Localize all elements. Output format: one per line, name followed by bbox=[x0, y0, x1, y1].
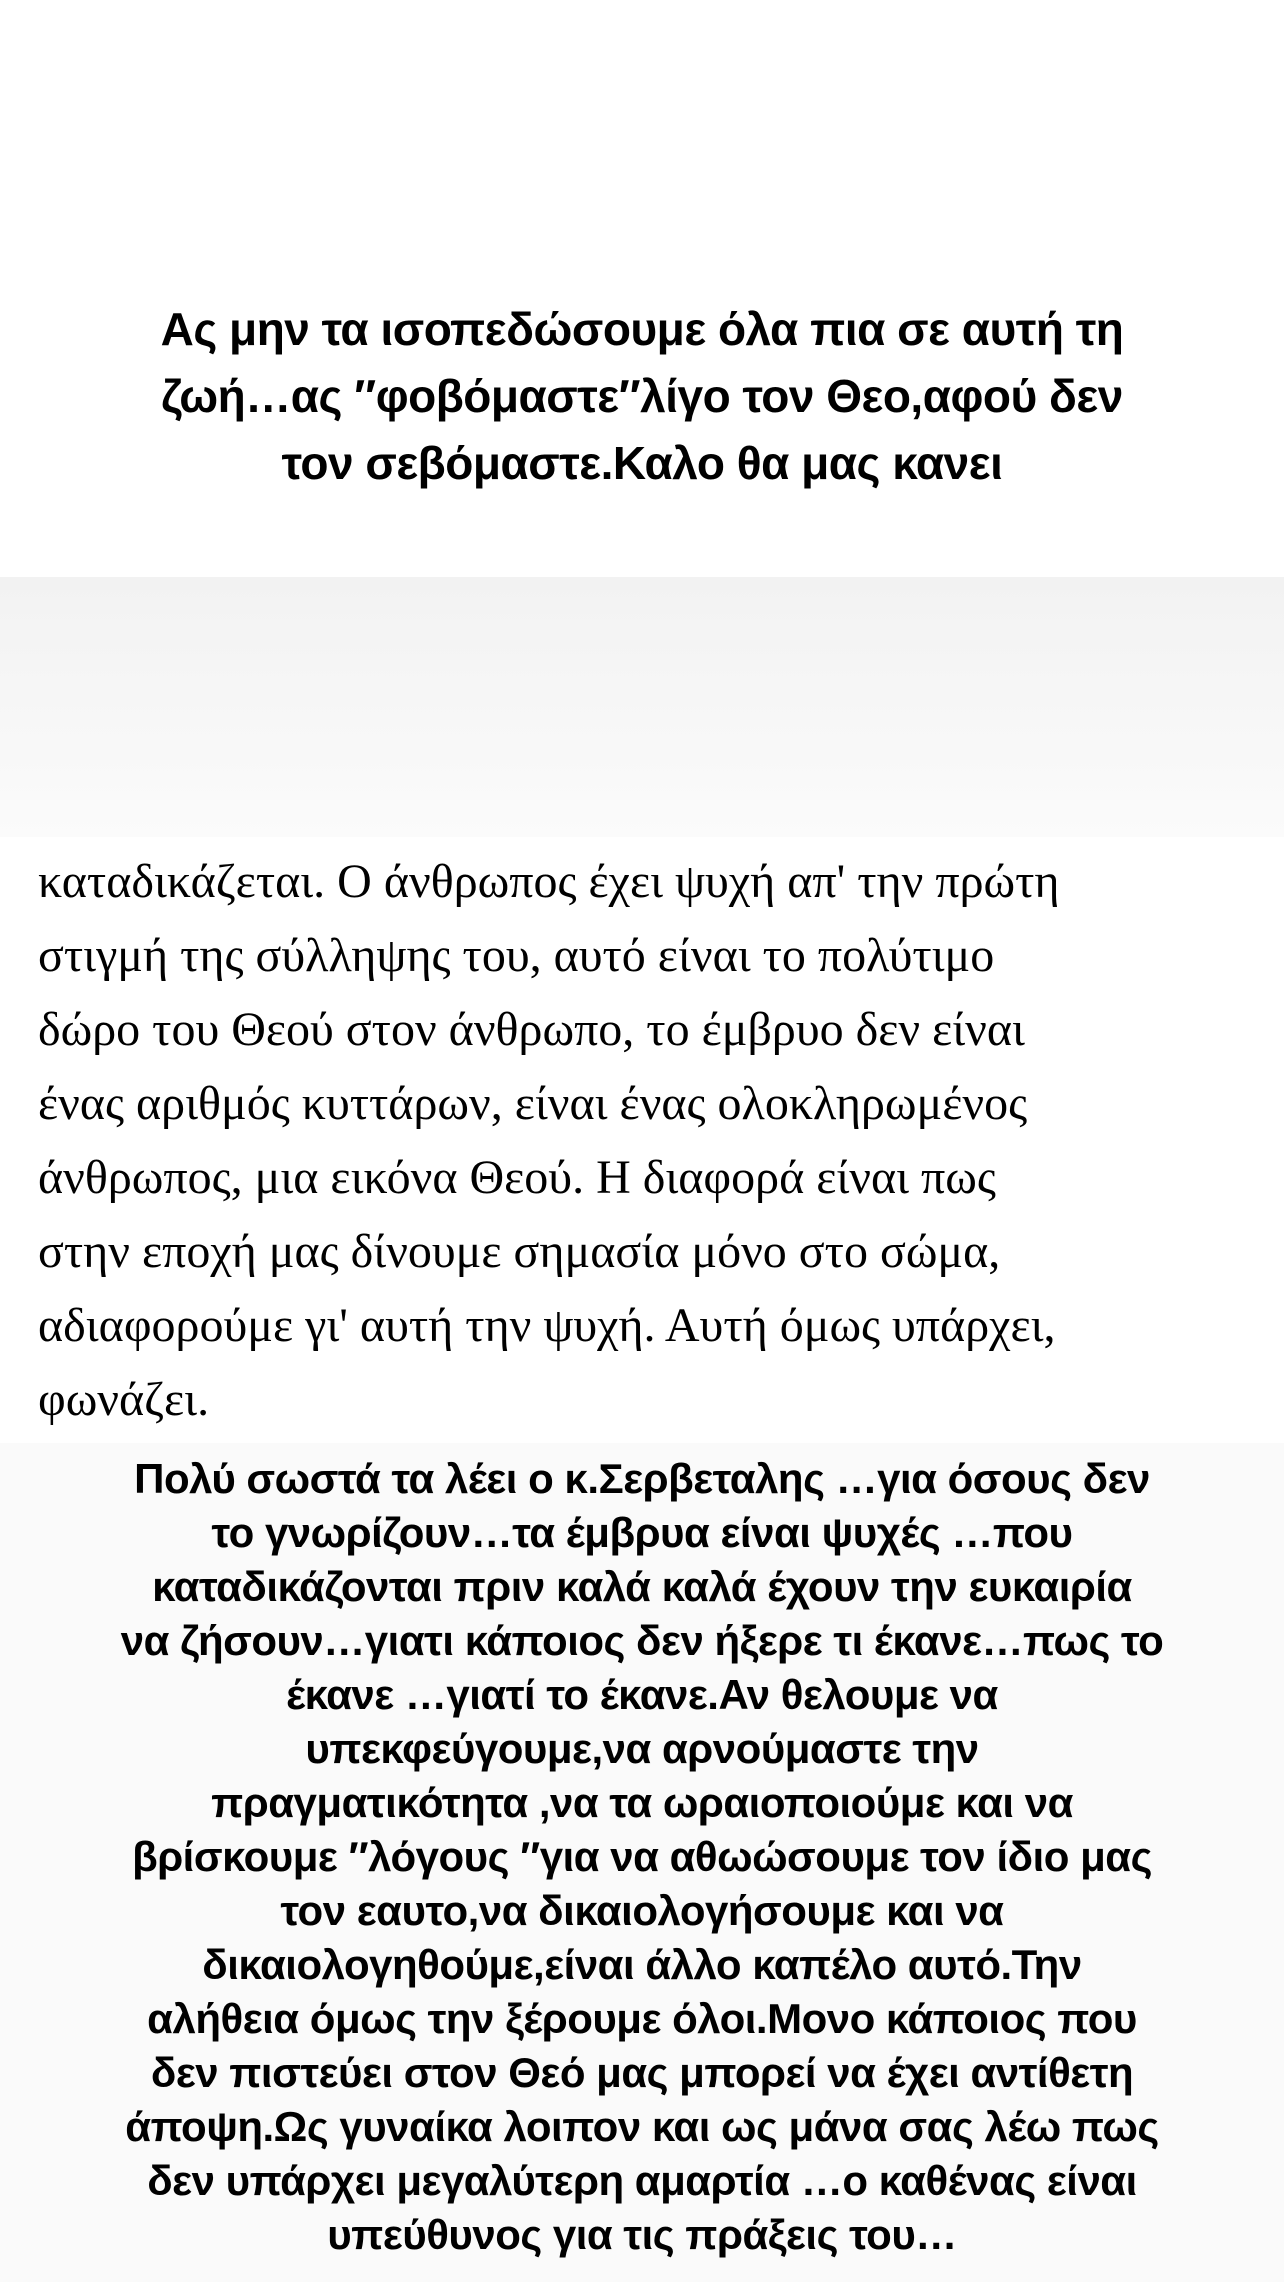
photo-band bbox=[0, 577, 1284, 837]
text-line: δεν υπάρχει μεγαλύτερη αμαρτία …ο καθένας είναι bbox=[147, 2157, 1137, 2204]
bottom-comment-section bbox=[0, 1443, 1284, 2282]
text-line: καταδικάζονται πριν καλά καλά έχουν την ευκαιρία bbox=[152, 1563, 1132, 1610]
text-line: καταδικάζεται. Ο άνθρωπος έχει ψυχή απ' την πρώτη bbox=[38, 855, 1060, 908]
text-line: δώρο του Θεού στον άνθρωπο, το έμβρυο δεν είναι bbox=[38, 1003, 1025, 1056]
article-excerpt-text bbox=[38, 845, 1258, 1437]
text-line: να ζήσουν…γιατι κάποιος δεν ήξερε τι έκανε…πως το bbox=[120, 1617, 1164, 1664]
text-line: δικαιολογηθούμε,είναι άλλο καπέλο αυτό.Την bbox=[202, 1941, 1082, 1988]
text-line: τον εαυτο,να δικαιολογήσουμε και να bbox=[280, 1887, 1004, 1934]
text-line: το γνωρίζουν…τα έμβρυα είναι ψυχές …που bbox=[211, 1509, 1073, 1556]
text-line: Πολύ σωστά τα λέει ο κ.Σερβεταλης …για όσους δεν bbox=[134, 1455, 1150, 1502]
text-line: αδιαφορούμε γι' αυτή την ψυχή. Αυτή όμως υπάρχει, bbox=[38, 1299, 1056, 1352]
text-line: υπεύθυνος για τις πράξεις του… bbox=[327, 2211, 957, 2258]
text-line: έκανε …γιατί το έκανε.Αν θελουμε να bbox=[286, 1671, 998, 1718]
text-line: άποψη.Ως γυναίκα λοιπον και ως μάνα σας λέω πως bbox=[125, 2103, 1159, 2150]
text-line: δεν πιστεύει στον Θεό μας μπορεί να έχει αντίθετη bbox=[150, 2049, 1134, 2096]
text-line: πραγματικότητα ,να τα ωραιοποιούμε και να bbox=[211, 1779, 1073, 1826]
top-comment-text bbox=[0, 296, 1284, 497]
text-line: στην εποχή μας δίνουμε σημασία μόνο στο σώμα, bbox=[38, 1225, 1001, 1278]
text-line: τον σεβόμαστε.Καλο θα μας κανει bbox=[281, 437, 1003, 489]
bottom-comment-text bbox=[0, 1452, 1284, 2262]
text-line: ζωή…ας ″φοβόμαστε″λίγο τον Θεο,αφού δεν bbox=[161, 370, 1123, 422]
text-line: φωνάζει. bbox=[38, 1373, 210, 1426]
text-line: Ας μην τα ισοπεδώσουμε όλα πια σε αυτή τη bbox=[160, 303, 1124, 355]
text-line: αλήθεια όμως την ξέρουμε όλοι.Μονο κάποιος που bbox=[147, 1995, 1137, 2042]
text-line: βρίσκουμε ″λόγους ″για να αθωώσουμε τον ίδιο μας bbox=[132, 1833, 1152, 1880]
text-line: υπεκφεύγουμε,να αρνούμαστε την bbox=[305, 1725, 979, 1772]
text-line: στιγμή της σύλληψης του, αυτό είναι το πολύτιμο bbox=[38, 929, 995, 982]
text-line: ένας αριθμός κυττάρων, είναι ένας ολοκληρωμένος bbox=[38, 1077, 1028, 1130]
article-excerpt-section bbox=[0, 837, 1284, 1443]
text-line: άνθρωπος, μια εικόνα Θεού. Η διαφορά είναι πως bbox=[38, 1151, 996, 1204]
top-comment-section bbox=[0, 0, 1284, 577]
